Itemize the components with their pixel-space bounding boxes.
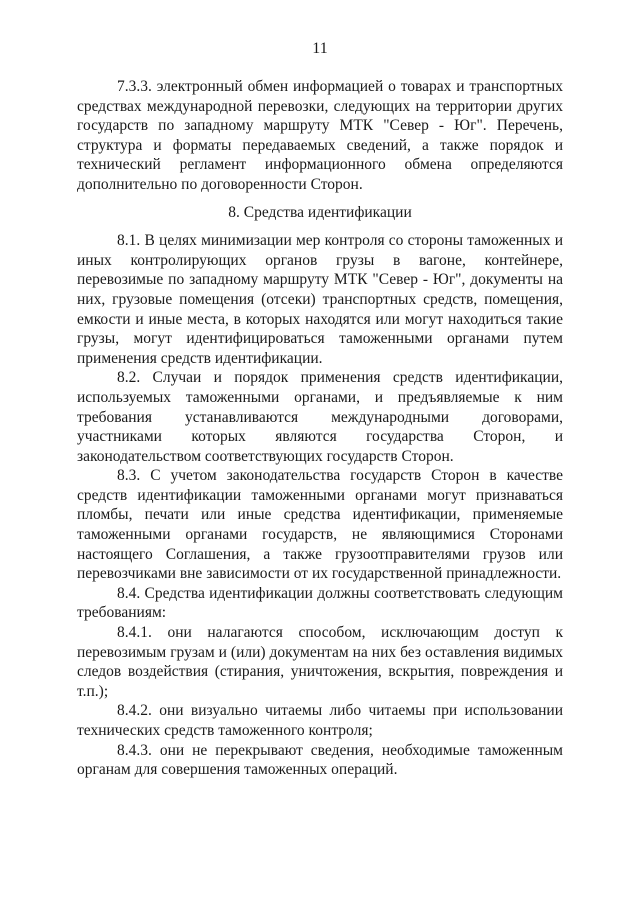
paragraph-8-2: 8.2. Случаи и порядок применения средств идентификации, используемых таможенными органами, и предъявляемые к ним требования устанавливаются международными договорами, участниками которых являются государства Сторон, и законодательством соответствующих государств Сторон.	[77, 369, 563, 465]
page-number: 11	[312, 40, 328, 57]
paragraph-8-1: 8.1. В целях минимизации мер контроля со стороны таможенных и иных контролирующих органов грузы в вагоне, контейнере, перевозимые по западному маршруту МТК "Север - Юг", документы на них, грузовые помещения (отсеки) транспортных средств, помещения, емкости и иные места, в которых находятся или могут находиться такие грузы, могут идентифицироваться таможенными органами путем применения средств идентификации.	[77, 232, 563, 367]
paragraph-7-3-3: 7.3.3. электронный обмен информацией о товарах и транспортных средствах международной перевозки, следующих на территории других государств по западному маршруту МТК "Север - Юг". Перечень, структура и форматы передаваемых сведений, а также порядок и технический регламент информационного обмена определяются дополнительно по договоренности Сторон.	[77, 78, 563, 193]
paragraph-8-4-1: 8.4.1. они налагаются способом, исключающим доступ к перевозимым грузам и (или) документам на них без оставления видимых следов воздействия (стирания, уничтожения, вскрытия, повреждения и т.п.);	[77, 624, 563, 700]
section-heading: 8. Средства идентификации	[228, 203, 412, 221]
document-body	[77, 77, 563, 780]
paragraph-8-4-3: 8.4.3. они не перекрывают сведения, необходимые таможенным органам для совершения таможенных операций.	[77, 741, 563, 779]
paragraph-8-4-2: 8.4.2. они визуально читаемы либо читаемы при использовании технических средств таможенного контроля;	[77, 702, 563, 739]
paragraph-8-4: 8.4. Средства идентификации должны соответствовать следующим требованиям:	[77, 584, 563, 622]
paragraph-8-3: 8.3. С учетом законодательства государств Сторон в качестве средств идентификации таможенными органами могут признаваться пломбы, печати или иные средства идентификации, применяемые таможенными органами государств, не являющимися Сторонами настоящего Соглашения, а также грузоотправителями грузов или перевозчиками вне зависимости от их государственной принадлежности.	[77, 467, 563, 583]
